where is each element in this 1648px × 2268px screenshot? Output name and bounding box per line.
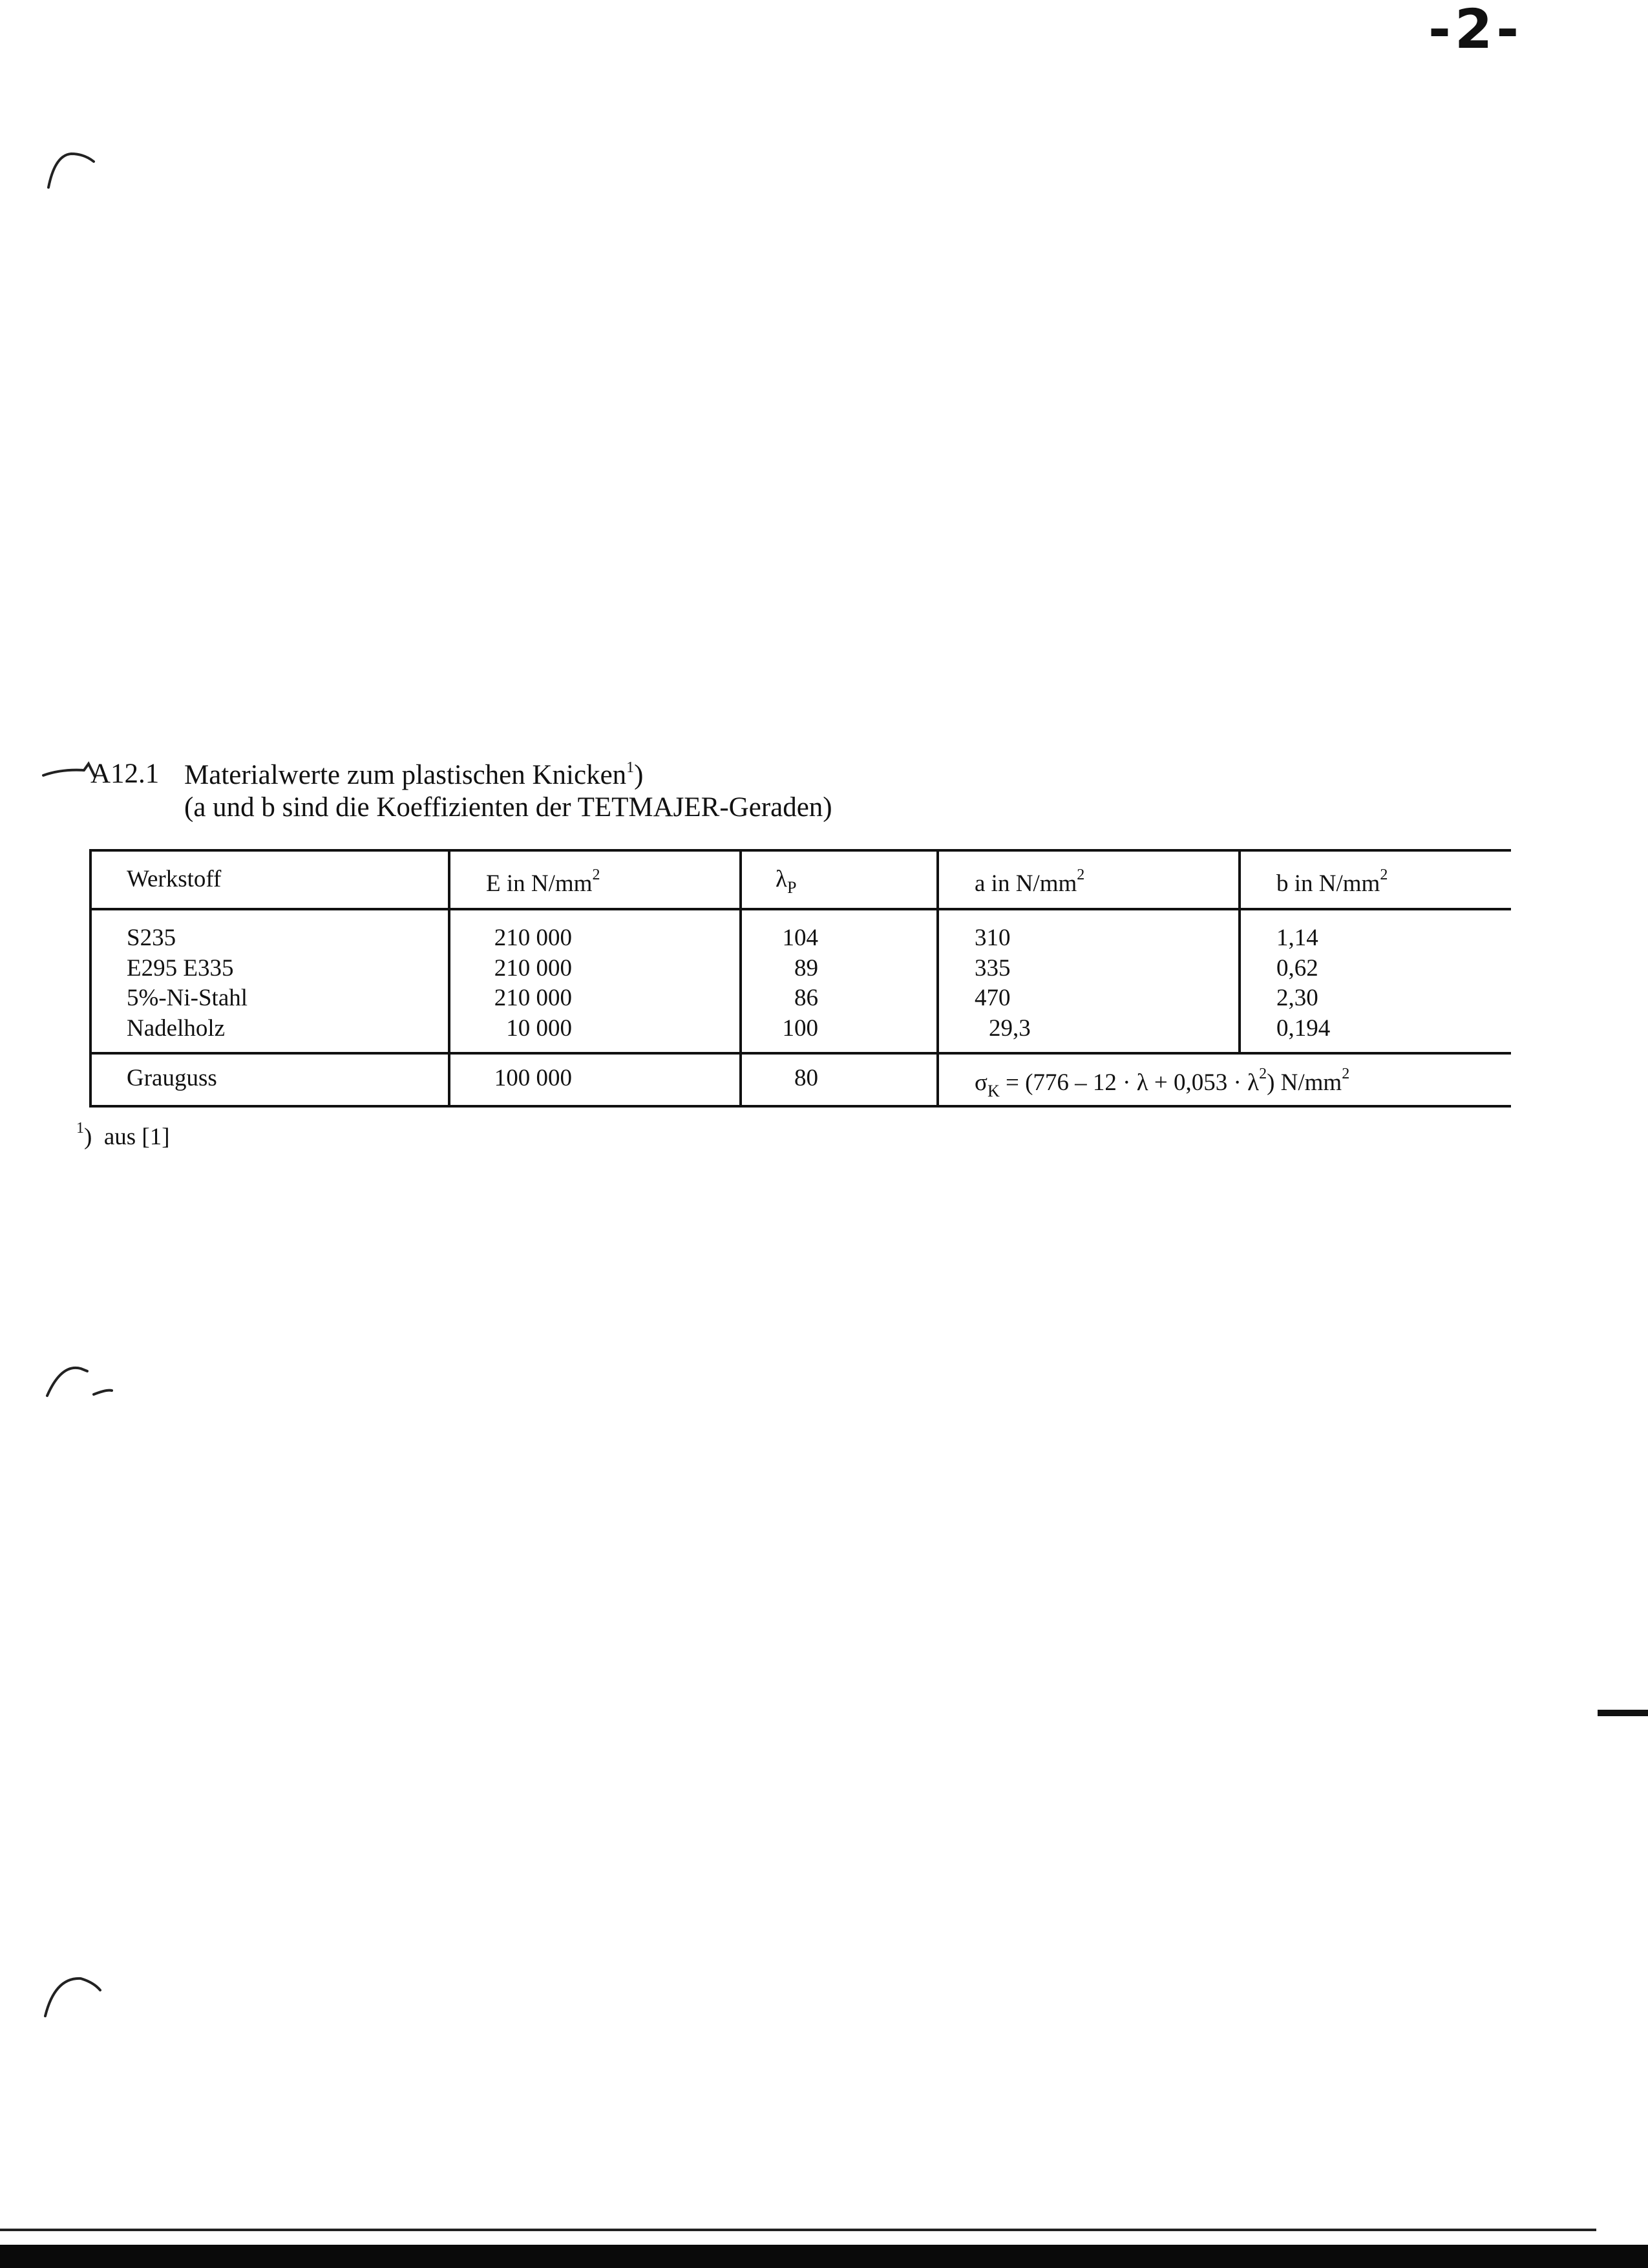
formula-unit-exp: 2 xyxy=(1342,1066,1350,1082)
punch-mark-3 xyxy=(36,1357,113,1415)
page-number: -2- xyxy=(1428,0,1523,61)
table-row-grauguss-e: 100 000 xyxy=(494,1065,572,1091)
scan-border-bottom xyxy=(0,2245,1648,2268)
formula-sigma-sub: K xyxy=(987,1082,1000,1100)
punch-mark-1 xyxy=(36,142,107,194)
header-werkstoff: Werkstoff xyxy=(127,866,222,892)
footnote-text: aus [1] xyxy=(103,1124,170,1150)
table-row-3-lambda: 100 xyxy=(782,1015,818,1042)
table-row-1-werkstoff: E295 E335 xyxy=(127,955,234,982)
table-rule-bottom xyxy=(89,1105,1511,1108)
header-e-text: E in N/mm xyxy=(486,870,593,897)
table-row-0-e: 210 000 xyxy=(494,925,572,951)
table-row-grauguss-formula xyxy=(975,1066,1349,1100)
header-b-text: b in N/mm xyxy=(1276,870,1380,897)
header-b-exp: 2 xyxy=(1380,866,1388,883)
table-row-3-werkstoff: Nadelholz xyxy=(127,1015,226,1042)
table-row-1-e: 210 000 xyxy=(494,955,572,982)
table-row-1-lambda: 89 xyxy=(794,955,818,982)
table-row-2-b: 2,30 xyxy=(1276,985,1318,1011)
table-row-2-a: 470 xyxy=(975,985,1011,1011)
header-e xyxy=(486,867,600,896)
formula-sigma: σ xyxy=(975,1069,988,1096)
table-row-1-b: 0,62 xyxy=(1276,955,1318,982)
table-caption-id: A12.1 xyxy=(90,759,160,789)
table-row-3-a: 29,3 xyxy=(989,1015,1031,1042)
table-row-grauguss-werkstoff: Grauguss xyxy=(127,1065,217,1091)
table-row-0-werkstoff: S235 xyxy=(127,925,176,951)
header-a-text: a in N/mm xyxy=(975,870,1077,897)
table-row-grauguss-lambda: 80 xyxy=(794,1065,818,1091)
table-row-2-werkstoff: 5%-Ni-Stahl xyxy=(127,985,248,1011)
table-col-divider-1 xyxy=(448,849,450,1108)
header-lambda-sub: P xyxy=(787,878,797,897)
table-row-2-e: 210 000 xyxy=(494,985,572,1011)
header-a xyxy=(975,867,1084,896)
header-e-exp: 2 xyxy=(592,866,600,883)
header-lambda-text: λ xyxy=(776,866,787,892)
caption-title-text: Materialwerte zum plastischen Knicken xyxy=(184,760,627,790)
header-b xyxy=(1276,867,1388,896)
table-caption-subtitle: (a und b sind die Koeffizienten der TETMAJER-Geraden) xyxy=(184,792,832,823)
table-row-0-b: 1,14 xyxy=(1276,925,1318,951)
header-lambda xyxy=(776,867,796,896)
table-rule-header xyxy=(89,908,1511,910)
footnote xyxy=(76,1120,170,1151)
scan-mark-right xyxy=(1598,1710,1648,1716)
footnote-close: ) xyxy=(84,1124,92,1150)
table-row-0-a: 310 xyxy=(975,925,1011,951)
formula-body: = (776 – 12 · λ + 0,053 · λ xyxy=(999,1069,1260,1096)
footnote-mark: 1 xyxy=(76,1120,84,1137)
header-a-exp: 2 xyxy=(1077,866,1085,883)
table-caption-title xyxy=(184,760,644,789)
formula-unit: ) N/mm xyxy=(1267,1069,1342,1096)
table-col-divider-4 xyxy=(1238,849,1241,1055)
caption-footnote-mark: 1 xyxy=(626,759,635,776)
table-row-3-e: 10 000 xyxy=(506,1015,572,1042)
table-row-3-b: 0,194 xyxy=(1276,1015,1331,1042)
table-row-1-a: 335 xyxy=(975,955,1011,982)
table-col-divider-3 xyxy=(936,849,939,1108)
caption-title-close: ) xyxy=(634,760,644,790)
punch-mark-4 xyxy=(36,1964,107,2029)
table-row-0-lambda: 104 xyxy=(782,925,818,951)
table-col-divider-2 xyxy=(739,849,742,1108)
table-rule-body xyxy=(89,1052,1511,1055)
table-rule-top xyxy=(89,849,1511,852)
scan-line-bottom xyxy=(0,2229,1596,2231)
table-col-divider-0 xyxy=(89,849,92,1108)
table-row-2-lambda: 86 xyxy=(794,985,818,1011)
formula-lambda-exp: 2 xyxy=(1259,1066,1267,1082)
